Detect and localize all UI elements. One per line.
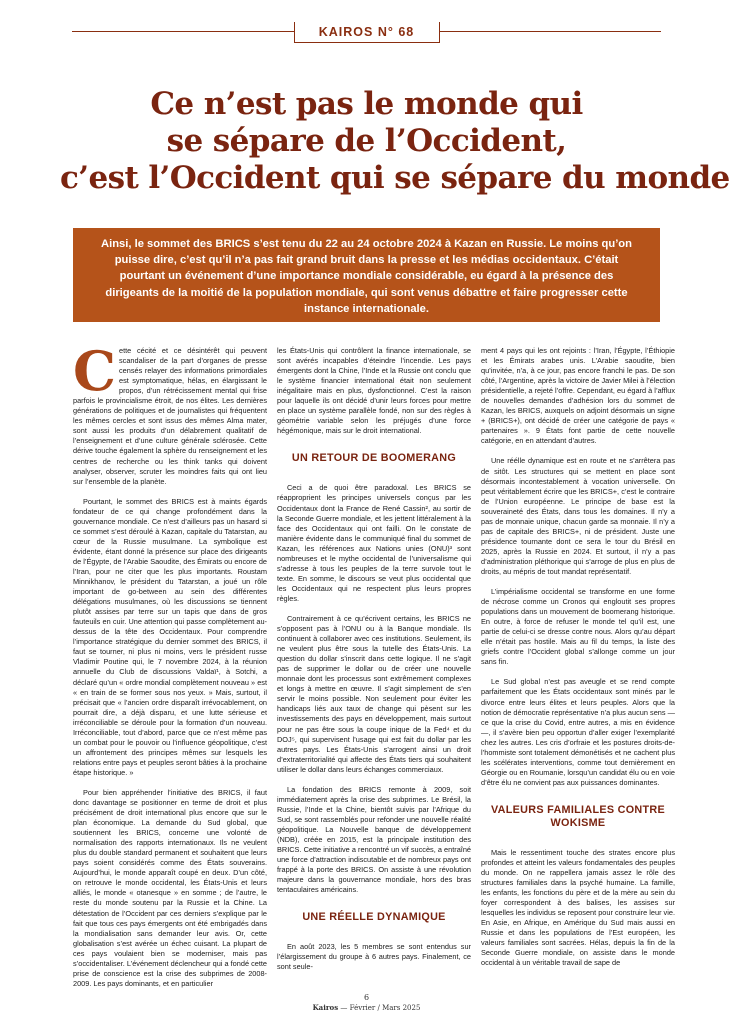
article-title [60,86,730,197]
drop-cap: C [73,339,116,403]
title-line: Ce n’est pas le monde qui [150,86,583,122]
lead-paragraph: Ainsi, le sommet des BRICS s’est tenu du 22 au 24 octobre 2024 à Kazan en Russie. Le moins qu’on puisse dire, c’est qu’il n’a pas fait grand bruit dans la presse et les médias occidentaux. C’était pourtant un événement d’une importance mondiale considérable, eu égard à la présence des dirigeants de la moitié de la population mondiale, qui sont venus débattre et faire progresser cette instance internationale. [73,228,660,322]
body-paragraph: Pour bien appréhender l’initiative des BRICS, il faut donc davantage se positionner en terme de droit et plus précisément de droit international plus encore que sur le plan économique. La demande du Sud global, que soutiennent les BRICS, concerne une volonté de normalisation des rapports internationaux. Ils ne veulent plus du double standard permanent et souhaitent que leurs pays soient considérés comme des États souverains. Aujourd’hui, le monde apparaît coupé en deux. D’un côté, on retrouve le monde occidental, les États-Unis et leurs alliés, le monde « otanesque » en somme ; de l’autre, le reste du monde soutenu par la Russie et la Chine. La détestation de l’Occident par ces derniers s’explique par le fait que tous ces pays émergents ont été embrigadés dans la mondialisation sans demander leur avis. Or, cette globalisation s’est avérée un échec cuisant. La plupart de ces pays voulaient bien se moderniser, mais pas s’occidentaliser. L’événement déclencheur qui a fondé cette prise de conscience est la crise des subprimes de 2008-2009. Les pays dominants, et en particulier [73,787,267,988]
body-paragraph: Ceci a de quoi être paradoxal. Les BRICS se réapproprient les principes universels conçus par les Occidentaux dont la France de René Cassin², au sortir de la Seconde Guerre mondiale, et les jettent littéralement à la face des Occidentaux qui ont failli. On le constate de manière évidente dans le communiqué final du sommet de Kazan, les références aux Nations unies (ONU)³ sont nombreuses et le mythe occidental de l’universalisme qui s’adresse à tous les peuples de la terre survole tout le texte. En somme, le discours se veut plus occidental que les Occidentaux qui ne respectent plus leurs propres règles. [277,483,471,603]
section-heading: UNE RÉELLE DYNAMIQUE [302,911,446,924]
body-paragraph: Le Sud global n’est pas aveugle et se rend compte parfaitement que les États occidentaux sont minés par le divorce entre leurs élites et leurs peuples. Alors que la notion de démocratie représentative n’a plus aucun sens — ce que la crise du Covid, entre autres, a mis en évidence —, il s’avère bien peu opportun d’aller exiger l’exemplarité chez les autres. Les cris d’orfraie et les postures droits-de-l’hommiste sont totalement démonétisés et ne cachent plus les scélérates interventions, comme tout dernièrement en Géorgie ou en Roumanie, lorsqu’un candidat élu ou en voie d’être élu ne convient pas aux puissances dominantes. [481,677,675,787]
page-number: 6 [363,993,370,1002]
body-paragraph: La fondation des BRICS remonte à 2009, soit immédiatement après la crise des subprimes. Le Brésil, la Russie, l’Inde et la Chine, bientôt suivis par l’Afrique du Sud, se sont rassemblés pour refonder une nouvelle réalité géopolitique. La Nouvelle banque de développement (NDB), créée en 2015, est la principale institution des BRICS. Cette initiative a rencontré un vif succès, a entraîné une force d’attraction indiscutable et de nombreux pays ont frappé à la porte des BRICS. On assiste à une révolution majeure dans la gouvernance mondiale, hors des bras tentaculaires américains. [277,784,471,895]
body-paragraph: Contrairement à ce qu’écrivent certains, les BRICS ne s’opposent pas à l’ONU ou à la Banque mondiale. Ils continuent à collaborer avec ces institutions. Seulement, ils ne veulent plus être sous la tutelle des États-Unis. La question du dollar s’inscrit dans cette logique. Il ne s’agit pas de supprimer le dollar ou de créer une nouvelle monnaie dont les processus sont extrêmement complexes et longs à mettre en œuvre. Il s’agit simplement de s’en servir le moins possible. Non seulement pour éviter les handicaps liés aux taux de change qui pèsent sur les investissements des pays en développement, mais surtout pour ne pas être sous la coupe inique de la Fed⁴ et du DOJ⁵, qui supervisent l’usage qui est fait du dollar par les autres pays. Les États-Unis s’arrogent ainsi un droit d’extraterritorialité qui affecte des États tiers qui souhaitent utiliser le dollar dans leurs échanges commerciaux. [277,613,471,774]
publication-name: Kairos [312,1003,339,1012]
article-column-2 [277,346,471,982]
page-footer [0,993,733,1014]
title-line: se sépare de l’Occident, [166,123,567,159]
article-column-3 [481,346,675,978]
title-line: c’est l’Occident qui se sépare du monde [60,160,730,196]
kicker-header [72,22,661,42]
section-heading: VALEURS FAMILIALES CONTRE WOKISME [490,803,666,829]
body-paragraph: Une réélle dynamique est en route et ne s’arrêtera pas de sitôt. Les structures qui se mettent en place sont désormais incontestablement à vocation universelle. On peut véritablement écrire que les BRICS+, c’est le contraire de l’Union européenne. Le principe de base est la souveraineté des États, dans tous les domaines. Il n’y a pas de monnaie unique, chacun garde sa monnaie. Il n’y a pas de capitale des BRICS+, ni de président. Juste une présidence tournante dont ce sera le tour du Brésil en 2025, après la Russie en 2024. Et surtout, il n’y a pas d’administration pléthorique qui s’arroge de plus en plus de droits, au mépris de tout mandat représentatif. [481,456,675,576]
article-column-1 [73,339,267,999]
body-paragraph: En août 2023, les 5 membres se sont entendus sur l’élargissement du groupe à 6 autres pays. Finalement, ce sont seule- [277,942,471,972]
publication-line [0,1003,733,1014]
issue-date: — Février / Mars 2025 [338,1004,421,1012]
body-paragraph: Mais le ressentiment touche des strates encore plus profondes et atteint les valeurs fondamentales des peuples du monde. On ne rappellera jamais assez le rôle des structures familiales dans la psyché humaine. La famille, les enfants, les fonctions du père et de la mère au sein du foyer correspondent à des balises, les assises sur lesquelles les individus se reposent pour construire leur vie. En Asie, en Afrique, en Amérique du Sud mais aussi en Russie et dans les populations de l’Est européen, les valeurs familiales sont sacrées. Hélas, depuis la fin de la Seconde Guerre mondiale, on assiste dans le monde occidental à un véritable travail de sape de [481,847,675,968]
issue-kicker: KAIROS N° 68 [305,22,429,42]
body-paragraph: Cette cécité et ce désintérêt qui peuvent scandaliser de la part d’organes de presse censés relayer des informations primordiales est symptomatique, hélas, en élargissant le propos, d’un rétrécissement mental qui frise parfois le provincialisme étroit, de nos élites. Les dernières générations de politiques et de journalistes qui fréquentent les mêmes cercles et sont issus des mêmes Alma mater, sont aussi les produits d’un délabrement qualitatif de l’enseignement et d’une culture générale sclérosée. Cette dérive touche également la sphère du renseignement et les centres de recherche ou les think tanks qui doivent analyser, observer, scruter les moindres faits qui ont lieu sur l’ensemble de la planète. [73,339,267,486]
body-paragraph: Pourtant, le sommet des BRICS est à maints égards fondateur de ce qui change profondément dans la gouvernance mondiale. Ce n’est d’ailleurs pas un hasard si ce sommet s’est déroulé à Kazan, capitale du Tatarstan, au cœur de la Russie musulmane. La symbolique est évidente, étant donné la présence sur place des dirigeants de l’Égypte, de l’Arabie Saoudite, des Émirats ou encore de l’Iran, pour ne citer que les plus importants. Roustam Minnikhanov, le président du Tatarstan, a joué un rôle important de go-between au sein des différentes délégations musulmanes, où les discussions se tiennent plutôt assises par terre sur un tapis que dans de gros fauteuils en cuir. Une attention qui passe complètement au-dessus de la tête des Occidentaux. Pour comprendre l’importance stratégique du dernier sommet des BRICS, il faut se tourner, ni plus ni moins, vers le président russe Vladimir Poutine qui, le 7 novembre 2024, à la réunion annuelle du Club de discussions Valdaï¹, à Sotchi, a déclaré qu’un « ordre mondial complètement nouveau » est « en train de se former sous nos yeux. » Mais, surtout, il précisait que « l’ancien ordre disparaît irrévocablement, on pourrait dire, a déjà disparu, et une lutte sérieuse et irréconciliable se déroule pour la formation d’un nouveau. Irréconciliable, tout d’abord, parce que ce n’est même pas un combat pour le pouvoir ou l’influence géopolitique, c’est un affrontement des principes mêmes sur lesquels les relations entre pays et peuples seront bâties à la prochaine étape historique. » [73,496,267,777]
body-paragraph: les États-Unis qui contrôlent la finance internationale, se sont avérés incapables d’éteindre l’incendie. Les pays émergents dont la Chine, l’Inde et la Russie ont conclu que le système financier international était non seulement inégalitaire mais en plus, dysfonctionnel. C’est la raison pour laquelle ils ont décidé d’unir leurs forces pour mettre en place un système parallèle fondé, non sur des règles à géométrie variable selon les préjugés d’une force hégémonique, mais sur le droit international. [277,346,471,436]
section-heading: UN RETOUR DE BOOMERANG [291,452,457,465]
body-paragraph: L’impérialisme occidental se transforme en une forme de nécrose comme un Cronos qui engloutit ses propres populations dans un mouvement de boomerang historique. En outre, à force de refuser le monde tel qu’il est, une partie de celui-ci se dresse contre nous. Alors qu’au départ elle n’était pas hostile. Mais au fil du temps, la liste des griefs contre l’Occident global s’allonge comme un jour sans fin. [481,587,675,667]
body-paragraph: ment 4 pays qui les ont rejoints : l’Iran, l’Égypte, l’Éthiopie et les Émirats arabes unis. L’Arabie saoudite, bien qu’invitée, n’a, à ce jour, pas encore franchi le pas. De son côté, l’Argentine, après la victoire de Javier Milei à l’élection présidentielle, a rejeté l’offre. Cependant, eu égard à l’afflux de nouvelles demandes d’adhésion lors du sommet de Kazan, les BRICS, auxquels on adjoint désormais un signe + (BRICS+), ont décidé de créer une catégorie de pays « partenaires ». 9 États font partie de cette nouvelle catégorie, en en attendant d’autres. [481,346,675,446]
